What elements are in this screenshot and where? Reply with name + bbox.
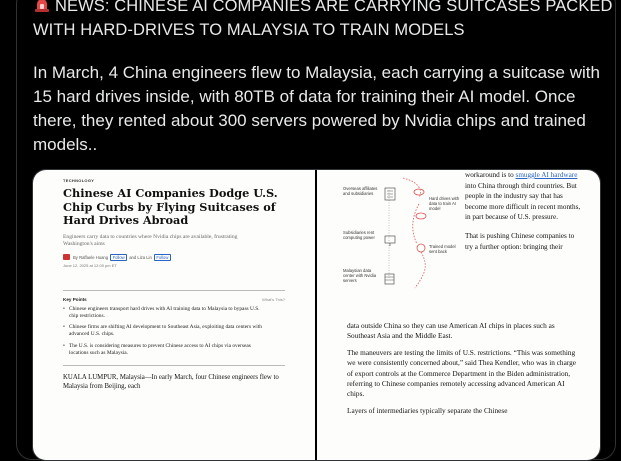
key-point: • Chinese firms are shifting AI development to Southeast Asia, exploiting data centers with advanced U.S. chips. — [63, 324, 269, 338]
server-icon — [385, 274, 394, 284]
article-date: June 12, 2025 at 12:00 pm ET — [63, 262, 117, 268]
post-headline — [33, 0, 613, 42]
diagram-label-hard-drives: Hard drives with data to train AI model — [429, 196, 460, 211]
post-body: In March, 4 China engineers flew to Malaysia, each carrying a suitcase with 15 hard drives inside, with 80TB of data for training their AI model. Once there, they rented about 300 servers powered by Nvidia chips and trained models.. — [33, 63, 600, 154]
full-para-1: data outside China so they can use American AI chips in places such as Southeast Asia and the Middle East. — [347, 321, 555, 341]
full-para-2: The maneuvers are testing the limits of U.S. restrictions. “This was something we were consistently concerned about,” said Thea Kendler, who was in charge of export controls at the Commerce Department in the Biden administration, referring to Chinese companies remotely accessing advanced American AI chips. — [347, 347, 577, 399]
column-para-2: That is pushing Chinese companies to try a further option: bringing their — [465, 231, 575, 251]
full-para-3: Layers of intermediaries typically separate the Chinese — [347, 405, 508, 415]
key-point: • Chinese engineers transport hard drives with AI training data to Malaysia to bypass U.S. chip restrictions. — [63, 306, 269, 320]
diagram-label-overseas: Overseas affiliates and subsidiaries — [343, 186, 378, 196]
diagram-label-malaysian: Malaysian data center with Nvidia servers — [343, 268, 377, 283]
follow-button-1: Follow — [110, 254, 127, 261]
flag-icon — [63, 254, 70, 260]
media-grid[interactable] — [32, 169, 601, 461]
key-points-box — [63, 290, 285, 357]
section-tag: TECHNOLOGY — [63, 178, 95, 183]
headline-text: NEWS: CHINESE AI COMPANIES ARE CARRYING SUITCASES PACKED WITH HARD-DRIVES TO MALAYSIA TO TRAIN MODELS — [33, 0, 613, 39]
key-points-title: Key Points — [63, 296, 87, 302]
byline: By Raffaele Huang Follow and Liza Lin Follow — [63, 254, 285, 261]
key-point: • The U.S. is considering measures to prevent Chinese access to AI chips via overseas locations such as Malaysia. — [63, 343, 269, 357]
full-text — [347, 321, 579, 422]
follow-button-2: Follow — [154, 254, 171, 261]
whats-this-label: What's This? — [262, 296, 285, 302]
article-title: Chinese AI Companies Dodge U.S. Chip Curbs by Flying Suitcases of Hard Drives Abroad — [63, 186, 278, 227]
column-text: workaround is to smuggle AI hardware into China through third countries. But people in the industry say that has become more difficult in recent months, in part because of U.S. pressure. That is pushing Chinese companies to try a further option: bringing their — [465, 171, 581, 251]
building-icon — [385, 188, 395, 200]
smuggle-link: smuggle AI hardware — [515, 171, 578, 179]
author-1: Raffaele Huang — [79, 254, 109, 260]
divider — [63, 365, 285, 366]
diagram-label-trained: Trained model sent back — [429, 244, 456, 254]
diagram-label-rent: Subsidiaries rent computing power — [343, 230, 375, 240]
article-dateline: KUALA LUMPUR, Malaysia—In early March, four Chinese engineers flew to Malaysia from Beijing, each — [63, 373, 279, 391]
siren-icon — [33, 0, 51, 13]
article-screenshot-left[interactable] — [33, 170, 315, 460]
flow-diagram — [341, 170, 469, 300]
article-screenshot-right[interactable] — [317, 170, 600, 460]
model-icon — [417, 244, 425, 252]
computer-icon — [385, 236, 395, 246]
article-subtitle: Engineers carry data to countries where Nvidia chips are available, frustrating Washington's aims — [63, 233, 238, 247]
author-2: Liza Lin — [137, 254, 152, 260]
